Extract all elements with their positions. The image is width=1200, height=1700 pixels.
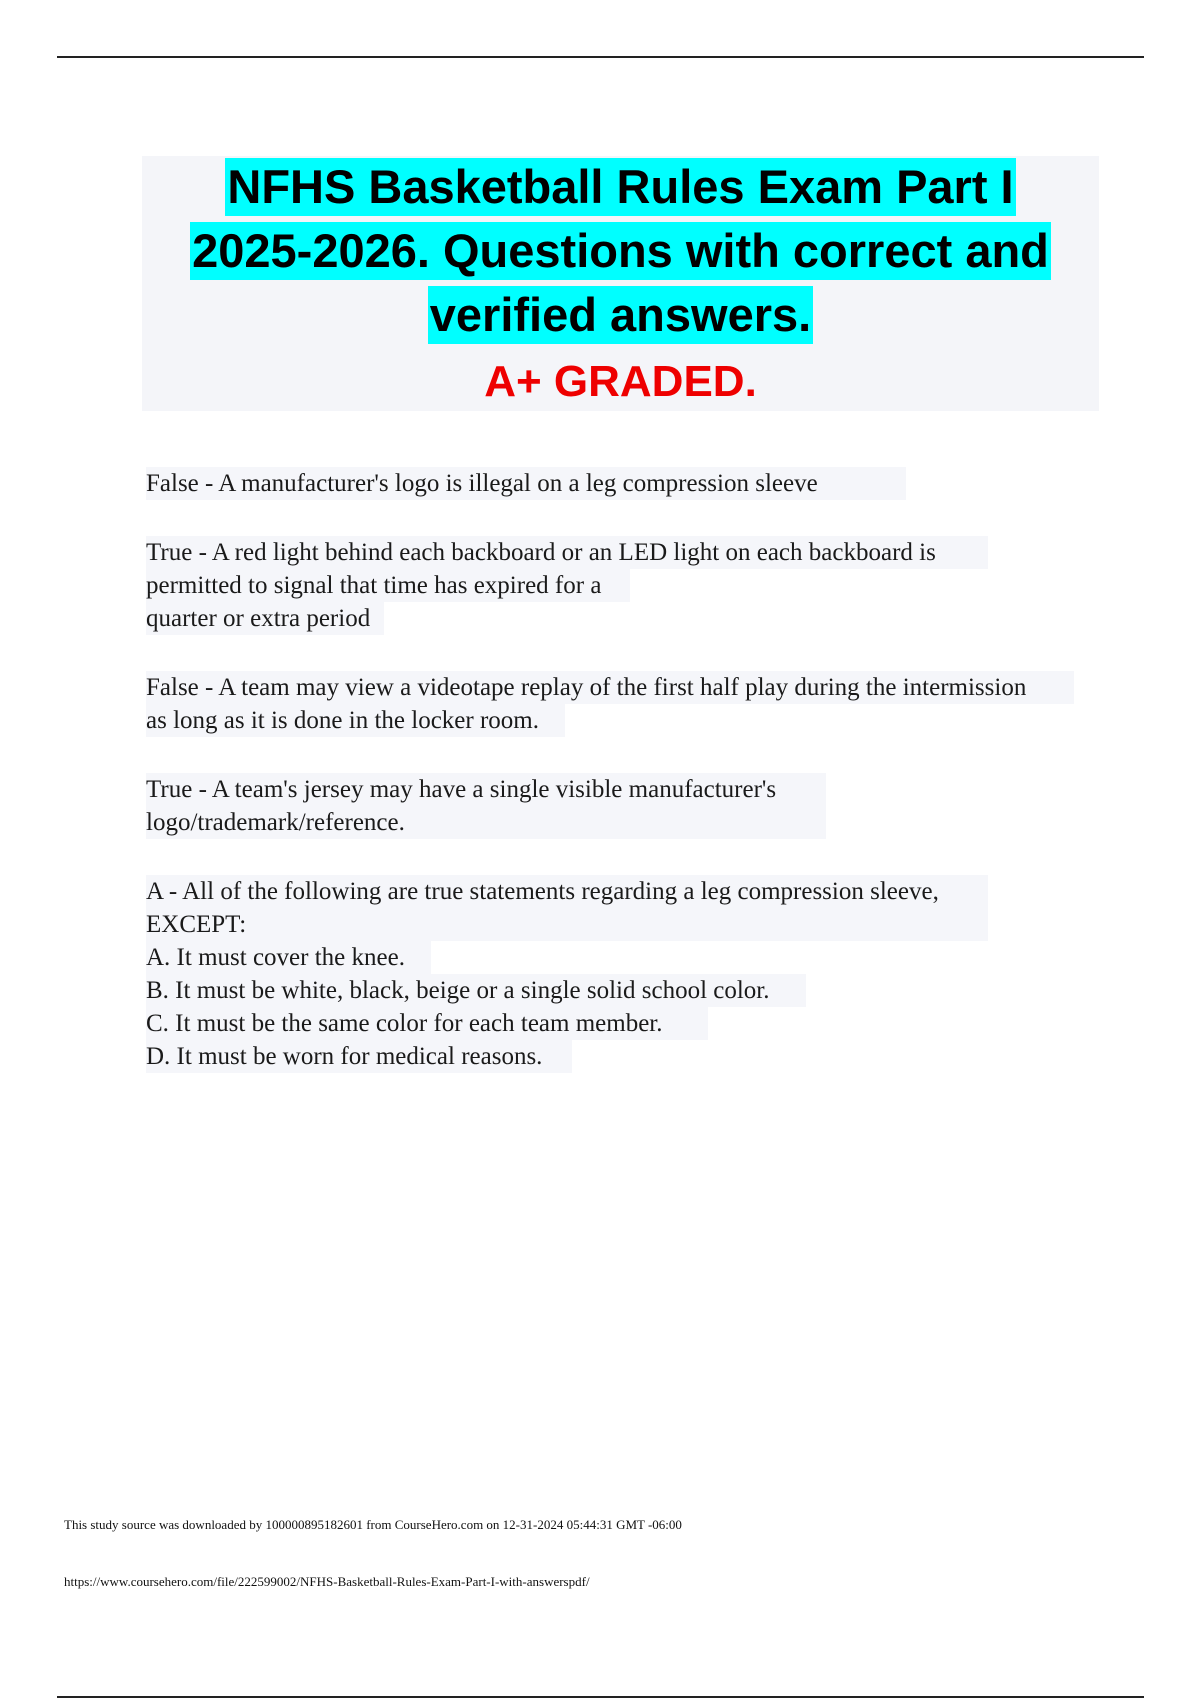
qa-option: D. It must be worn for medical reasons.: [146, 1040, 572, 1073]
qa-text: logo/trademark/reference.: [146, 806, 826, 839]
download-note: This study source was downloaded by 100000895182601 from CourseHero.com on 12-31-2024 05:44:31 GMT -06:00: [64, 1517, 682, 1532]
qa-text: A - All of the following are true statements regarding a leg compression sleeve,: [146, 875, 988, 908]
top-rule: [57, 56, 1144, 58]
title-line-3: verified answers.: [428, 286, 813, 344]
qa-text: as long as it is done in the locker room.: [146, 704, 565, 737]
qa-item: [146, 467, 906, 500]
qa-item: [146, 875, 1076, 1073]
title-line-1: NFHS Basketball Rules Exam Part I: [225, 158, 1015, 216]
bottom-rule: [57, 1696, 1144, 1698]
qa-text: permitted to signal that time has expired for a: [146, 569, 630, 602]
qa-text: EXCEPT:: [146, 908, 988, 941]
title-line-2: 2025-2026. Questions with correct and: [190, 222, 1051, 280]
qa-text: False - A manufacturer's logo is illegal on a leg compression sleeve: [146, 467, 906, 500]
qa-list: [146, 467, 1076, 1109]
title-box: [142, 156, 1099, 411]
qa-text: True - A red light behind each backboard or an LED light on each backboard is: [146, 536, 988, 569]
qa-item: [146, 536, 1076, 635]
qa-option: A. It must cover the knee.: [146, 941, 431, 974]
graded-label: A+ GRADED.: [484, 357, 757, 406]
qa-text: False - A team may view a videotape replay of the first half play during the intermission: [146, 671, 1074, 704]
qa-text: quarter or extra period: [146, 602, 384, 635]
qa-item: [146, 671, 1076, 737]
source-url: https://www.coursehero.com/file/222599002/NFHS-Basketball-Rules-Exam-Part-I-with-answerspdf/: [64, 1574, 590, 1589]
qa-option: B. It must be white, black, beige or a single solid school color.: [146, 974, 806, 1007]
qa-option: C. It must be the same color for each team member.: [146, 1007, 708, 1040]
qa-text: True - A team's jersey may have a single visible manufacturer's: [146, 773, 826, 806]
qa-item: [146, 773, 1076, 839]
